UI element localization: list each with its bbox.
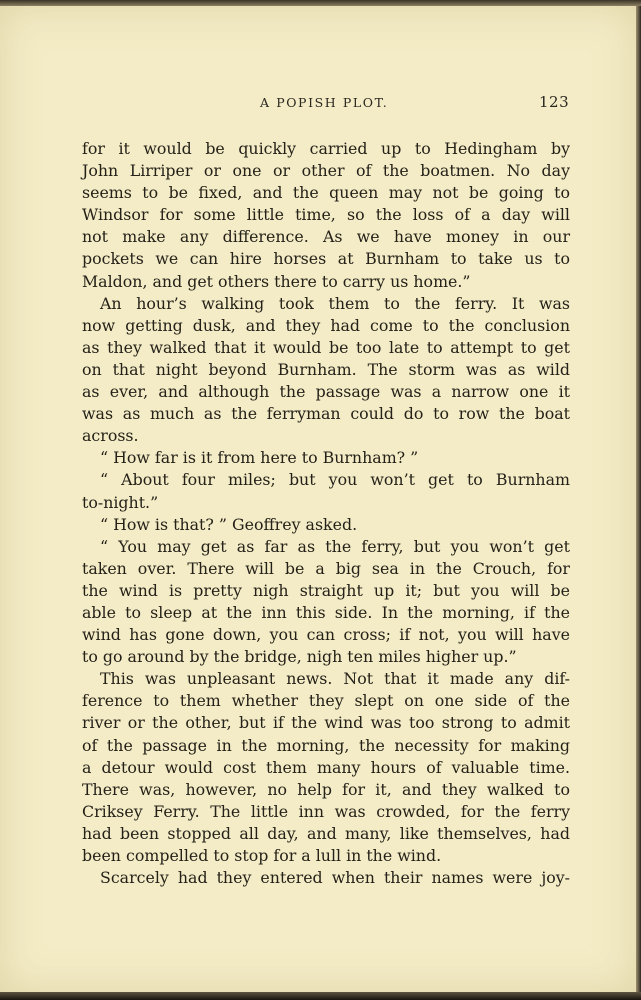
text-line: “ How far is it from here to Burnham? ”: [100, 448, 419, 468]
text-line: was as much as the ferryman could do to row the boat: [82, 404, 570, 424]
text-line: now getting dusk, and they had come to the conclusion: [82, 315, 570, 335]
text-line: “ You may get as far as the ferry, but you won’t get: [100, 536, 570, 556]
page-number: 123: [539, 93, 570, 111]
page-header: [0, 93, 636, 115]
book-page: [0, 6, 636, 992]
text-line: able to sleep at the inn this side. In the morning, if the: [82, 602, 570, 622]
body-text: [82, 138, 570, 889]
text-line: Maldon, and get others there to carry us home.”: [82, 271, 471, 291]
text-line: not make any difference. As we have money in our: [82, 227, 570, 247]
text-line: seems to be fixed, and the queen may not be going to: [82, 183, 570, 203]
text-line: “ About four miles; but you won’t get to Burnham: [100, 470, 570, 490]
text-line: a detour would cost them many hours of valuable time.: [82, 757, 570, 777]
text-line: to-night.”: [82, 492, 159, 512]
text-line: the wind is pretty nigh straight up it; but you will be: [82, 580, 570, 600]
text-line: Criksey Ferry. The little inn was crowded, for the ferry: [82, 801, 570, 821]
text-line: This was unpleasant news. Not that it made any dif-: [100, 669, 570, 689]
text-line: as ever, and although the passage was a narrow one it: [82, 382, 570, 402]
text-line: to go around by the bridge, nigh ten miles higher up.”: [82, 647, 517, 667]
text-line: “ How is that? ” Geoffrey asked.: [100, 514, 358, 534]
running-head: A POPISH PLOT.: [260, 95, 389, 110]
text-line: had been stopped all day, and many, like themselves, had: [82, 823, 570, 843]
text-line: There was, however, no help for it, and they walked to: [82, 779, 570, 799]
text-line: for it would be quickly carried up to Hedingham by: [82, 139, 570, 158]
page-bottom-edge: [0, 992, 641, 1000]
text-line: across.: [82, 426, 139, 446]
text-line: as they walked that it would be too late to attempt to get: [82, 337, 570, 357]
text-line: Windsor for some little time, so the loss of a day will: [82, 205, 570, 225]
text-line: taken over. There will be a big sea in the Crouch, for: [82, 558, 570, 578]
text-line: on that night beyond Burnham. The storm was as wild: [82, 359, 570, 379]
text-line: been compelled to stop for a lull in the wind.: [82, 846, 442, 865]
text-line: river or the other, but if the wind was too strong to admit: [82, 713, 570, 733]
text-line: wind has gone down, you can cross; if not, you will have: [82, 625, 570, 645]
text-line: pockets we can hire horses at Burnham to take us to: [82, 249, 570, 269]
text-line: Scarcely had they entered when their names were joy-: [100, 868, 570, 888]
text-line: John Lirriper or one or other of the boatmen. No day: [82, 161, 570, 181]
text-line: An hour’s walking took them to the ferry. It was: [100, 293, 570, 313]
text-line: ference to them whether they slept on one side of the: [82, 691, 570, 711]
page-right-edge: [636, 6, 641, 992]
text-line: of the passage in the morning, the necessity for making: [82, 735, 570, 755]
